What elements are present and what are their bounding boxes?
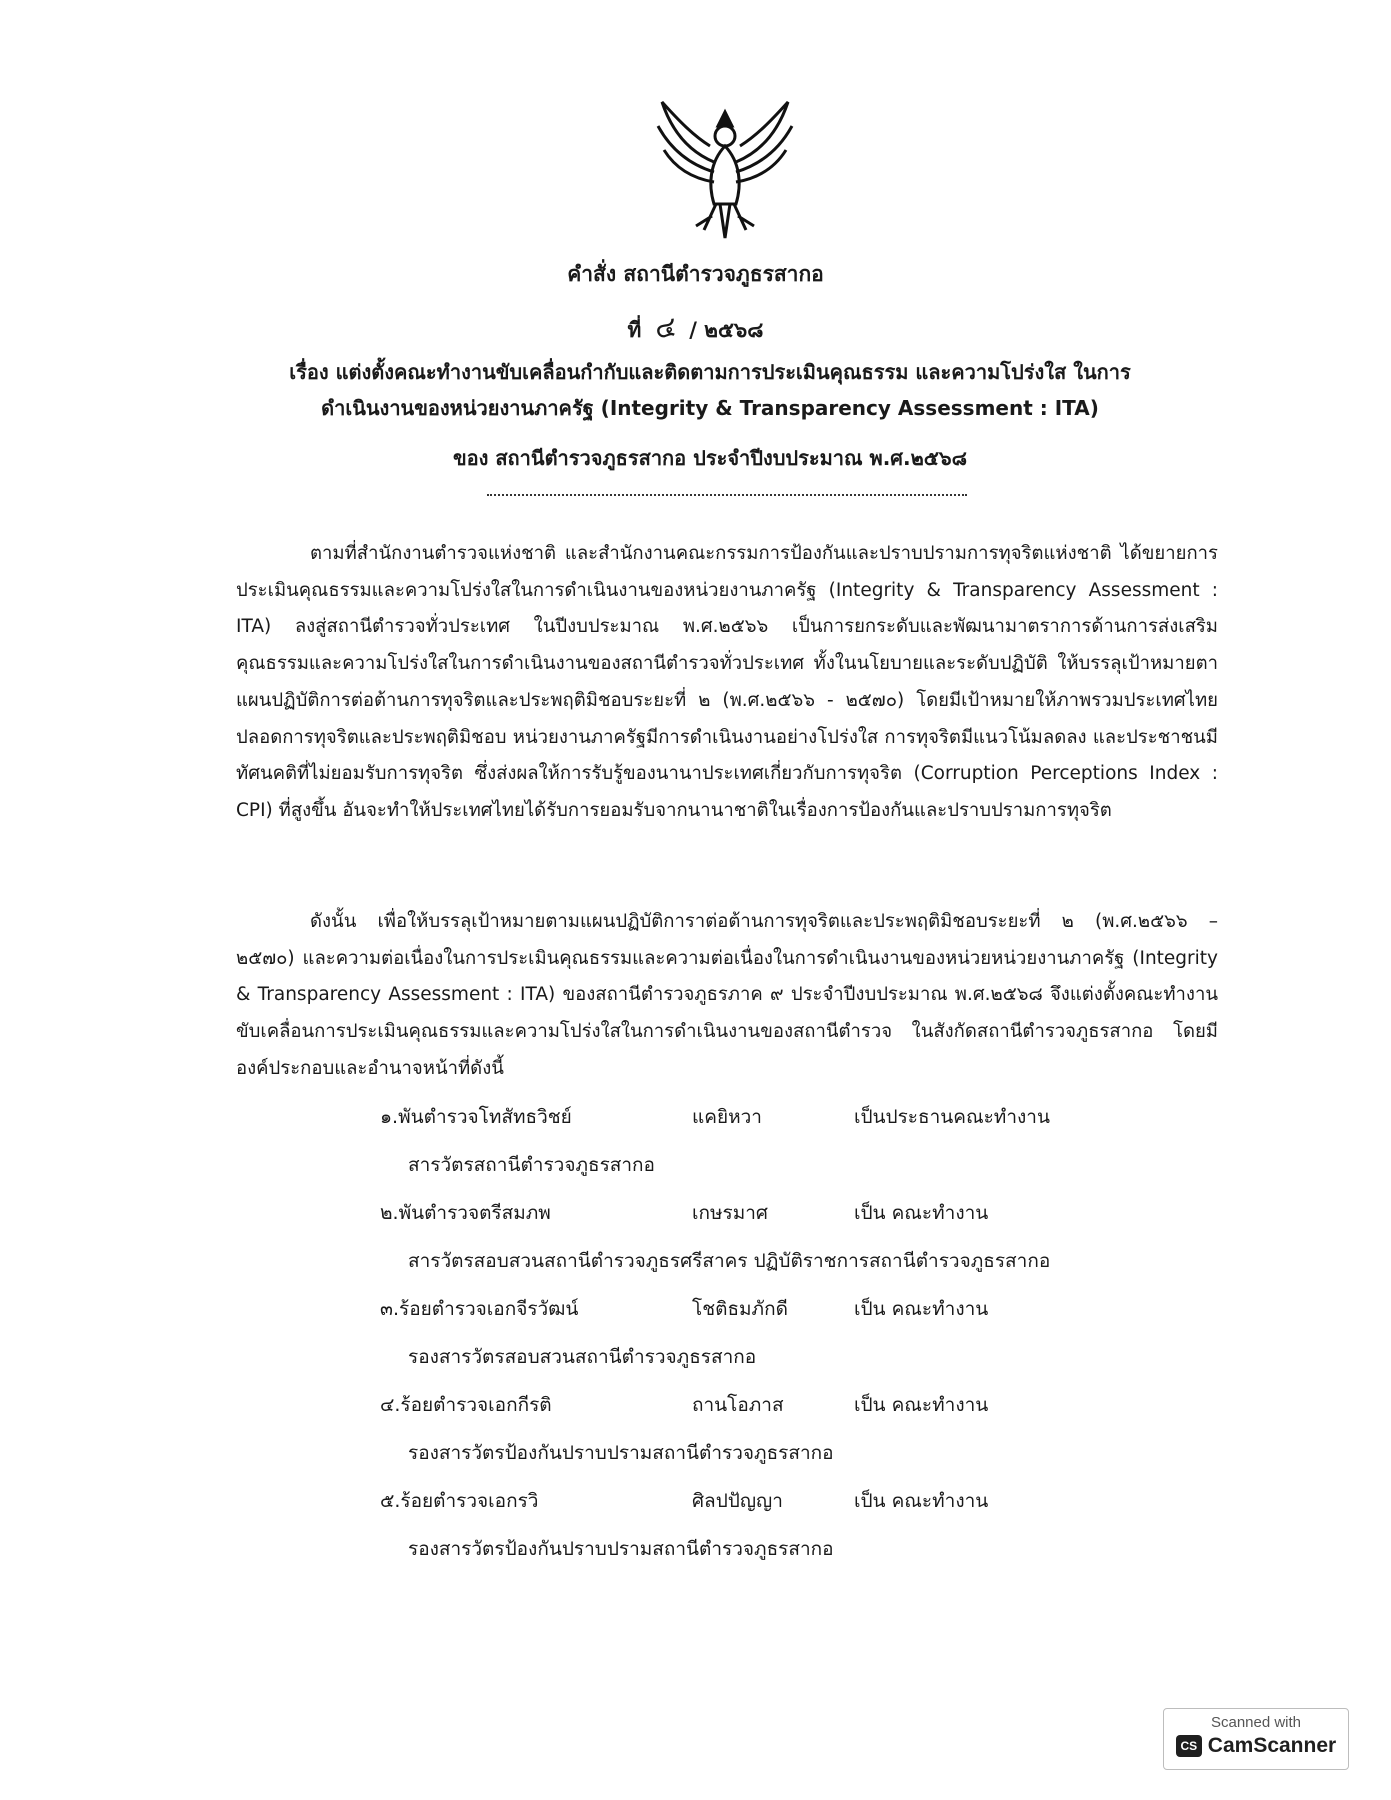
subject-line-2: ดำเนินงานของหน่วยงานภาครัฐ (Integrity & Transparency Assessment : ITA)	[321, 396, 1099, 420]
member-position: รองสารวัตรป้องกันปราบปรามสถานีตำรวจภูธรสากอ	[408, 1442, 834, 1464]
garuda-emblem-icon	[650, 92, 800, 242]
paragraph-2-text: ดังนั้น เพื่อให้บรรลุเป้าหมายตามแผนปฏิบัติการาต่อต้านการทุจริตและประพฤติมิชอบระยะที่ ๒ (พ.ศ.๒๕๖๖ – ๒๕๗๐) และความต่อเนื่องในการประเมินคุณธรรมและความต่อเนื่องในการดำเนินงานของหน่วยหน่วยงานภาครัฐ (Integrity & Transparency Assessment : ITA) ของสถานีตำรวจภูธรภาค ๙ ประจำปีงบประมาณ พ.ศ.๒๕๖๘ จึงแต่งตั้งคณะทำงานขับเคลื่อนการประเมินคุณธรรมและความโปร่งใสในการดำเนินงานของสถานีตำรวจ ในสังกัดสถานีตำรวจภูธรสากอ โดยมีองค์ประกอบและอำนาจหน้าที่ดังนี้	[236, 911, 1218, 1079]
member-position: รองสารวัตรสอบสวนสถานีตำรวจภูธรสากอ	[408, 1346, 757, 1368]
member-item	[380, 1198, 1180, 1294]
member-role: เป็นประธานคณะทำงาน	[854, 1106, 1050, 1128]
subject-line-3: ของ สถานีตำรวจภูธรสากอ ประจำปีงบประมาณ พ.ศ.๒๕๖๘	[452, 446, 968, 470]
member-surname: ศิลปปัญญา	[692, 1490, 783, 1512]
member-item	[380, 1102, 1180, 1198]
member-name: ๒.พันตำรวจตรีสมภพ	[380, 1202, 551, 1224]
member-surname: เกษรมาศ	[692, 1202, 768, 1224]
camscanner-logo-icon: CS	[1176, 1735, 1202, 1757]
watermark-brand: CamScanner	[1207, 1734, 1337, 1757]
member-list	[380, 1102, 1180, 1582]
member-position: สารวัตรสถานีตำรวจภูธรสากอ	[408, 1154, 655, 1176]
member-role: เป็น คณะทำงาน	[854, 1490, 989, 1512]
member-role: เป็น คณะทำงาน	[854, 1202, 989, 1224]
member-role: เป็น คณะทำงาน	[854, 1298, 989, 1320]
body-paragraph-2	[236, 904, 1218, 1088]
dotted-divider	[487, 494, 967, 496]
paragraph-1-text: ตามที่สำนักงานตำรวจแห่งชาติ และสำนักงานคณะกรรมการป้องกันและปราบปรามการทุจริตแห่งชาติ ได้ขยายการประเมินคุณธรรมและความโปร่งใสในการดำเนินงานของหน่วยงานภาครัฐ (Integrity & Transparency Assessment : ITA) ลงสู่สถานีตำรวจทั่วประเทศ ในปีงบประมาณ พ.ศ.๒๕๖๖ เป็นการยกระดับและพัฒนามาตราการด้านการส่งเสริมคุณธรรมและความโปร่งใสในการดำเนินงานของสถานีตำรวจทั่วประเทศ ทั้งในนโยบายและระดับปฏิบัติ ให้บรรลุเป้าหมายตาแผนปฏิบัติการต่อต้านการทุจริตและประพฤติมิชอบระยะที่ ๒ (พ.ศ.๒๕๖๖ - ๒๕๗๐) โดยมีเป้าหมายให้ภาพรวมประเทศไทยปลอดการทุจริตและประพฤติมิชอบ หน่วยงานภาครัฐมีการดำเนินงานอย่างโปร่งใส การทุจริตมีแนวโน้มลดลง และประชาชนมีทัศนคติที่ไม่ยอมรับการทุจริต ซึ่งส่งผลให้การรับรู้ของนานาประเทศเกี่ยวกับการทุจริต (Corruption Perceptions Index : CPI) ที่สูงขึ้น อันจะทำให้ประเทศไทยได้รับการยอมรับจากนานาชาติในเรื่องการป้องกันและปราบปรามการทุจริต	[236, 543, 1218, 821]
member-surname: ถานโอภาส	[692, 1394, 784, 1416]
member-name: ๕.ร้อยตำรวจเอกรวิ	[380, 1490, 539, 1512]
member-position: สารวัตรสอบสวนสถานีตำรวจภูธรศรีสาคร ปฏิบัติราชการสถานีตำรวจภูธรสากอ	[408, 1250, 1051, 1272]
member-name: ๓.ร้อยตำรวจเอกจีรวัฒน์	[380, 1298, 579, 1320]
member-role: เป็น คณะทำงาน	[854, 1394, 989, 1416]
member-name: ๔.ร้อยตำรวจเอกกีรติ	[380, 1394, 552, 1416]
order-title: คำสั่ง สถานีตำรวจภูธรสากอ	[567, 262, 824, 286]
member-position: รองสารวัตรป้องกันปราบปรามสถานีตำรวจภูธรสากอ	[408, 1538, 834, 1560]
subject-line-1: เรื่อง แต่งตั้งคณะทำงานขับเคลื่อนกำกับและติดตามการประเมินคุณธรรม และความโปร่งใส ในการ	[289, 360, 1131, 384]
order-number-suffix: / ๒๕๖๘	[689, 318, 764, 342]
order-number-prefix: ที่	[627, 318, 642, 342]
watermark-caption: Scanned with	[1210, 1714, 1302, 1731]
member-surname: โชติธมภักดี	[692, 1298, 788, 1320]
camscanner-watermark	[1163, 1708, 1349, 1770]
member-item	[380, 1294, 1180, 1390]
member-item	[380, 1390, 1180, 1486]
member-surname: แคยิหวา	[692, 1106, 762, 1128]
order-number-handwritten: ๔	[652, 309, 679, 346]
body-paragraph-1	[236, 536, 1218, 830]
member-name: ๑.พันตำรวจโทสัทธวิชย์	[380, 1106, 572, 1128]
order-number	[0, 306, 1391, 350]
member-item	[380, 1486, 1180, 1582]
